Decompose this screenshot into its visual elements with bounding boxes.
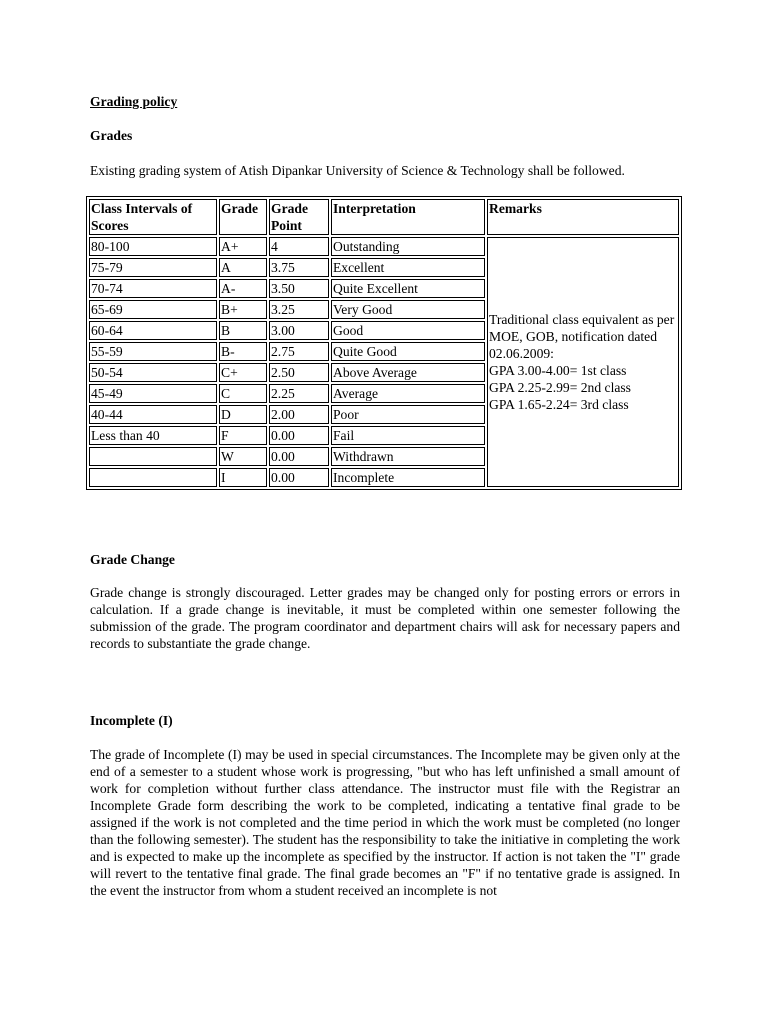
cell-interpretation: Average bbox=[331, 384, 485, 403]
cell-interpretation: Good bbox=[331, 321, 485, 340]
table-header-row bbox=[89, 199, 679, 235]
cell-grade: C+ bbox=[219, 363, 267, 382]
cell-grade-point: 0.00 bbox=[269, 426, 329, 445]
cell-grade: B- bbox=[219, 342, 267, 361]
cell-grade: B+ bbox=[219, 300, 267, 319]
remarks-line: Traditional class equivalent as per MOE, GOB, notification dated 02.06.2009: bbox=[489, 312, 675, 361]
cell-grade: F bbox=[219, 426, 267, 445]
cell-interpretation: Poor bbox=[331, 405, 485, 424]
cell-grade-point: 2.50 bbox=[269, 363, 329, 382]
cell-grade-point: 4 bbox=[269, 237, 329, 256]
cell-grade: A bbox=[219, 258, 267, 277]
grade-change-paragraph: Grade change is strongly discouraged. Letter grades may be changed only for posting errors or errors in calculation. If a grade change is inevitable, it must be completed within one semester following the submission of the grade. The program coordinator and department chairs will ask for necessary papers and records to substantiate the grade change. bbox=[90, 585, 680, 651]
cell-grade: A+ bbox=[219, 237, 267, 256]
cell-interpretation: Fail bbox=[331, 426, 485, 445]
cell-class-interval: 65-69 bbox=[89, 300, 217, 319]
table-row bbox=[89, 237, 679, 256]
grade-table bbox=[86, 196, 682, 490]
cell-interpretation: Outstanding bbox=[331, 237, 485, 256]
cell-class-interval: 80-100 bbox=[89, 237, 217, 256]
cell-grade: I bbox=[219, 468, 267, 487]
incomplete-paragraph: The grade of Incomplete (I) may be used in special circumstances. The Incomplete may be given only at the end of a semester to a student whose work is progressing, "but who has left unfinished a small amount of work for completion without further class attendance. The instructor must file with the Registrar an Incomplete Grade form describing the work to be completed, indicating a tentative final grade to be assigned if the work is not completed and the time period in which the work must be completed (no longer than the following semester). The student has the responsibility to take the initiative in completing the work and is expected to make up the incomplete as specified by the instructor. If action is not taken the "I" grade will revert to the tentative final grade. The final grade becomes an "F" if no tentative grade is assigned. In the event the instructor from whom a student received an incomplete is not bbox=[90, 747, 680, 898]
cell-remarks bbox=[487, 237, 679, 487]
col-header-class-intervals: Class Intervals of Scores bbox=[89, 199, 217, 235]
cell-class-interval: 75-79 bbox=[89, 258, 217, 277]
cell-grade-point: 0.00 bbox=[269, 468, 329, 487]
cell-grade-point: 3.50 bbox=[269, 279, 329, 298]
cell-grade: B bbox=[219, 321, 267, 340]
col-header-grade: Grade bbox=[219, 199, 267, 235]
col-header-grade-point: Grade Point bbox=[269, 199, 329, 235]
cell-class-interval: 70-74 bbox=[89, 279, 217, 298]
remarks-line: GPA 1.65-2.24= 3rd class bbox=[489, 397, 629, 412]
cell-grade-point: 3.75 bbox=[269, 258, 329, 277]
heading-grades: Grades bbox=[90, 128, 133, 143]
grades-intro: Existing grading system of Atish Dipankar University of Science & Technology shall be followed. bbox=[90, 163, 625, 178]
remarks-line: GPA 3.00-4.00= 1st class bbox=[489, 363, 627, 378]
heading-grade-change: Grade Change bbox=[90, 552, 175, 567]
cell-grade: W bbox=[219, 447, 267, 466]
cell-interpretation: Very Good bbox=[331, 300, 485, 319]
cell-class-interval: 55-59 bbox=[89, 342, 217, 361]
remarks-line: GPA 2.25-2.99= 2nd class bbox=[489, 380, 631, 395]
cell-grade-point: 3.25 bbox=[269, 300, 329, 319]
cell-interpretation: Quite Good bbox=[331, 342, 485, 361]
cell-grade-point: 2.25 bbox=[269, 384, 329, 403]
cell-class-interval: 60-64 bbox=[89, 321, 217, 340]
cell-interpretation: Incomplete bbox=[331, 468, 485, 487]
cell-class-interval: 40-44 bbox=[89, 405, 217, 424]
cell-grade: D bbox=[219, 405, 267, 424]
cell-interpretation: Excellent bbox=[331, 258, 485, 277]
cell-grade: A- bbox=[219, 279, 267, 298]
heading-grading-policy: Grading policy bbox=[90, 94, 178, 109]
cell-class-interval: 50-54 bbox=[89, 363, 217, 382]
col-header-interpretation: Interpretation bbox=[331, 199, 485, 235]
cell-grade-point: 0.00 bbox=[269, 447, 329, 466]
cell-class-interval: Less than 40 bbox=[89, 426, 217, 445]
heading-incomplete: Incomplete (I) bbox=[90, 713, 173, 728]
cell-interpretation: Withdrawn bbox=[331, 447, 485, 466]
col-header-remarks: Remarks bbox=[487, 199, 679, 235]
cell-grade: C bbox=[219, 384, 267, 403]
cell-class-interval bbox=[89, 447, 217, 466]
cell-grade-point: 2.00 bbox=[269, 405, 329, 424]
cell-interpretation: Quite Excellent bbox=[331, 279, 485, 298]
cell-grade-point: 3.00 bbox=[269, 321, 329, 340]
cell-class-interval: 45-49 bbox=[89, 384, 217, 403]
cell-interpretation: Above Average bbox=[331, 363, 485, 382]
cell-grade-point: 2.75 bbox=[269, 342, 329, 361]
cell-class-interval bbox=[89, 468, 217, 487]
